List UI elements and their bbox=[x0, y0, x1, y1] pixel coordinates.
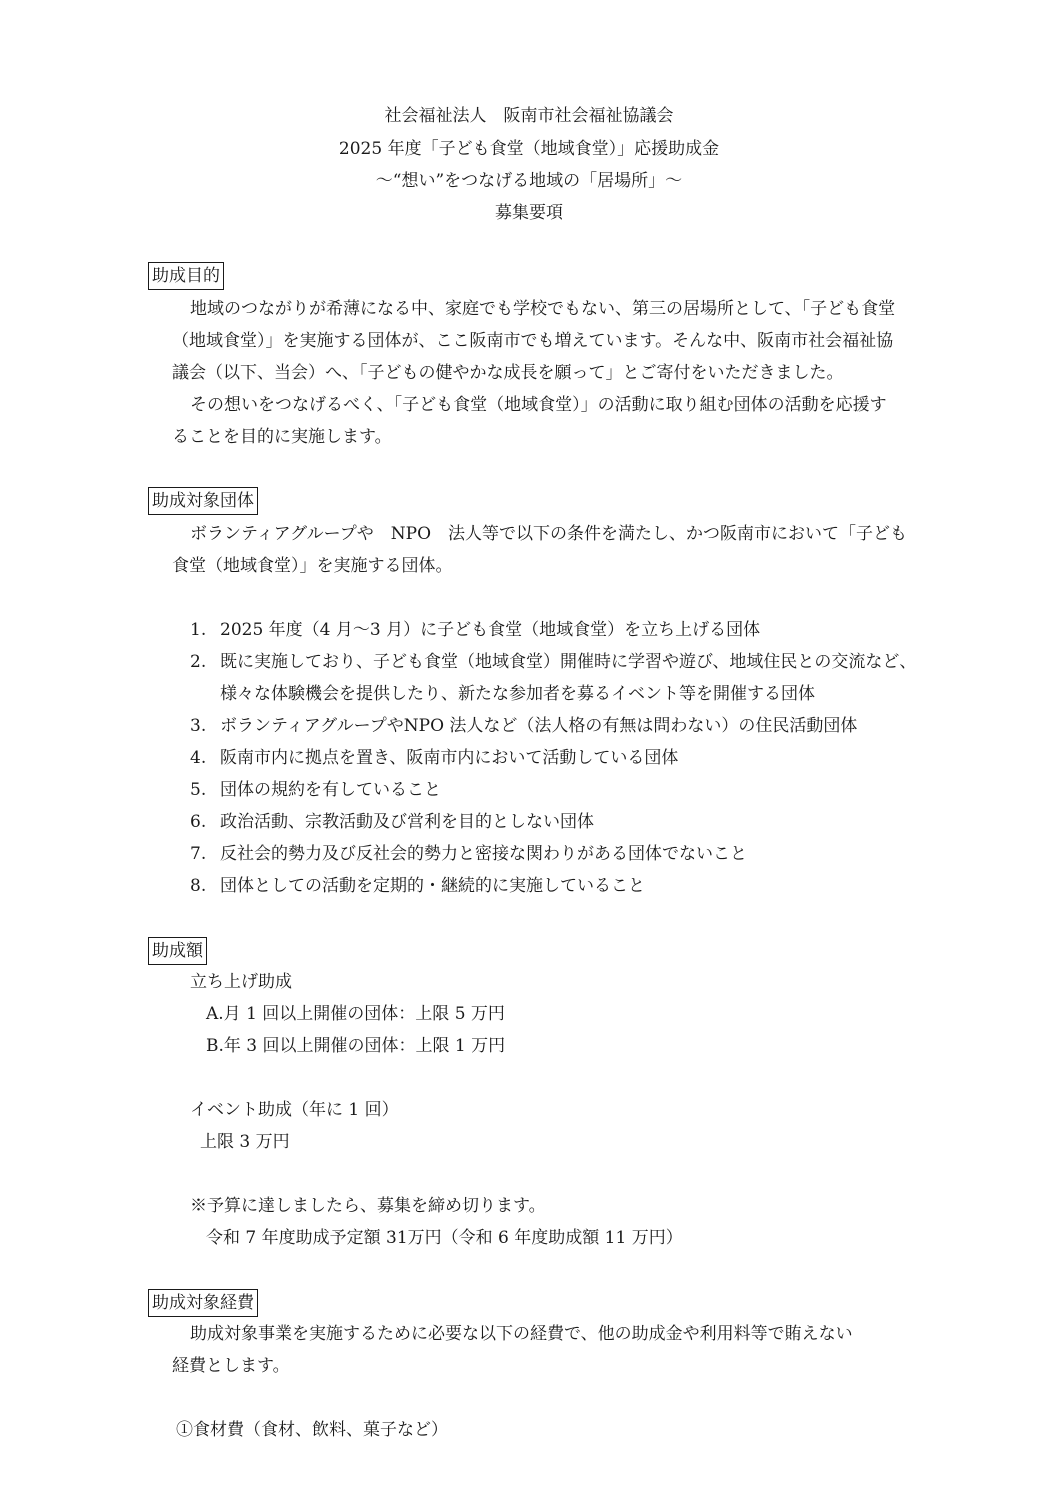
list-item-text: 政治活動、宗教活動及び営利を目的としない団体 bbox=[220, 812, 594, 832]
list-item-number: 1. bbox=[190, 620, 207, 640]
list-item-number: 4. bbox=[190, 748, 207, 768]
startup-grant-label: 立ち上げ助成 bbox=[190, 972, 292, 992]
expenses-heading: 助成対象経費 bbox=[148, 1289, 258, 1317]
list-item bbox=[190, 778, 441, 802]
list-item bbox=[190, 746, 678, 770]
list-item-text: 団体の規約を有していること bbox=[220, 780, 441, 800]
list-item bbox=[190, 842, 747, 866]
list-item-number: 5. bbox=[190, 780, 207, 800]
expenses-line-1: 助成対象事業を実施するために必要な以下の経費で、他の助成金や利用料等で賄えない bbox=[190, 1324, 853, 1344]
event-grant-limit: 上限 3 万円 bbox=[200, 1132, 290, 1152]
amount-heading: 助成額 bbox=[148, 937, 207, 965]
purpose-line-5: ることを目的に実施します。 bbox=[172, 427, 392, 447]
target-line-1: ボランティアグループや NPO 法人等で以下の条件を満たし、かつ阪南市において「子ども bbox=[190, 524, 908, 544]
purpose-line-1: 地域のつながりが希薄になる中、家庭でも学校でもない、第三の居場所として、「子ども食堂 bbox=[190, 299, 896, 319]
startup-grant-a: A.月 1 回以上開催の団体：上限 5 万円 bbox=[206, 1004, 505, 1024]
list-item bbox=[190, 810, 594, 834]
list-item bbox=[190, 714, 857, 738]
list-item bbox=[190, 618, 760, 642]
purpose-heading: 助成目的 bbox=[148, 262, 224, 290]
list-item-text: 団体としての活動を定期的・継続的に実施していること bbox=[220, 876, 645, 896]
expense-item-1: ①食材費（食材、飲料、菓子など） bbox=[176, 1420, 448, 1440]
list-item-text: 反社会的勢力及び反社会的勢力と密接な関わりがある団体でないこと bbox=[220, 844, 747, 864]
program-title: 2025 年度「子ども食堂（地域食堂）」応援助成金 bbox=[338, 139, 720, 159]
purpose-line-2: （地域食堂）」を実施する団体が、ここ阪南市でも増えています。そんな中、阪南市社会福祉協 bbox=[172, 331, 894, 351]
list-item-text: 既に実施しており、子ども食堂（地域食堂）開催時に学習や遊び、地域住民との交流など、 bbox=[220, 652, 917, 672]
list-item-text: 阪南市内に拠点を置き、阪南市内において活動している団体 bbox=[220, 748, 679, 768]
target-heading: 助成対象団体 bbox=[148, 487, 258, 515]
event-grant-label: イベント助成（年に 1 回） bbox=[190, 1100, 399, 1120]
list-item-number: 6. bbox=[190, 812, 207, 832]
list-item-number: 7. bbox=[190, 844, 207, 864]
list-item-number: 2. bbox=[190, 652, 207, 672]
program-subtitle: ～“想い”をつなげる地域の「居場所」～ bbox=[375, 171, 683, 191]
document-title: 募集要項 bbox=[495, 203, 563, 223]
budget-amount: 令和 7 年度助成予定額 31万円（令和 6 年度助成額 11 万円） bbox=[206, 1228, 683, 1248]
list-item-continuation bbox=[190, 682, 815, 706]
budget-note: ※予算に達しましたら、募集を締め切ります。 bbox=[190, 1196, 546, 1216]
list-item-number: 3. bbox=[190, 716, 207, 736]
list-item-text: 2025 年度（4 月～3 月）に子ども食堂（地域食堂）を立ち上げる団体 bbox=[220, 620, 761, 640]
list-item bbox=[190, 874, 645, 898]
purpose-line-3: 議会（以下、当会）へ、「子どもの健やかな成長を願って」とご寄付をいただきました。 bbox=[172, 363, 844, 383]
list-item bbox=[190, 650, 916, 674]
list-item-text: ボランティアグループやNPO 法人など（法人格の有無は問わない）の住民活動団体 bbox=[220, 716, 858, 736]
purpose-line-4: その想いをつなげるべく、「子ども食堂（地域食堂）」の活動に取り組む団体の活動を応援す bbox=[190, 395, 887, 415]
list-item-text: 様々な体験機会を提供したり、新たな参加者を募るイベント等を開催する団体 bbox=[220, 684, 815, 704]
expenses-line-2: 経費とします。 bbox=[172, 1356, 290, 1376]
startup-grant-b: B.年 3 回以上開催の団体：上限 1 万円 bbox=[206, 1036, 506, 1056]
target-line-2: 食堂（地域食堂）」を実施する団体。 bbox=[172, 556, 453, 576]
org-name: 社会福祉法人 阪南市社会福祉協議会 bbox=[384, 106, 674, 126]
list-item-number: 8. bbox=[190, 876, 207, 896]
